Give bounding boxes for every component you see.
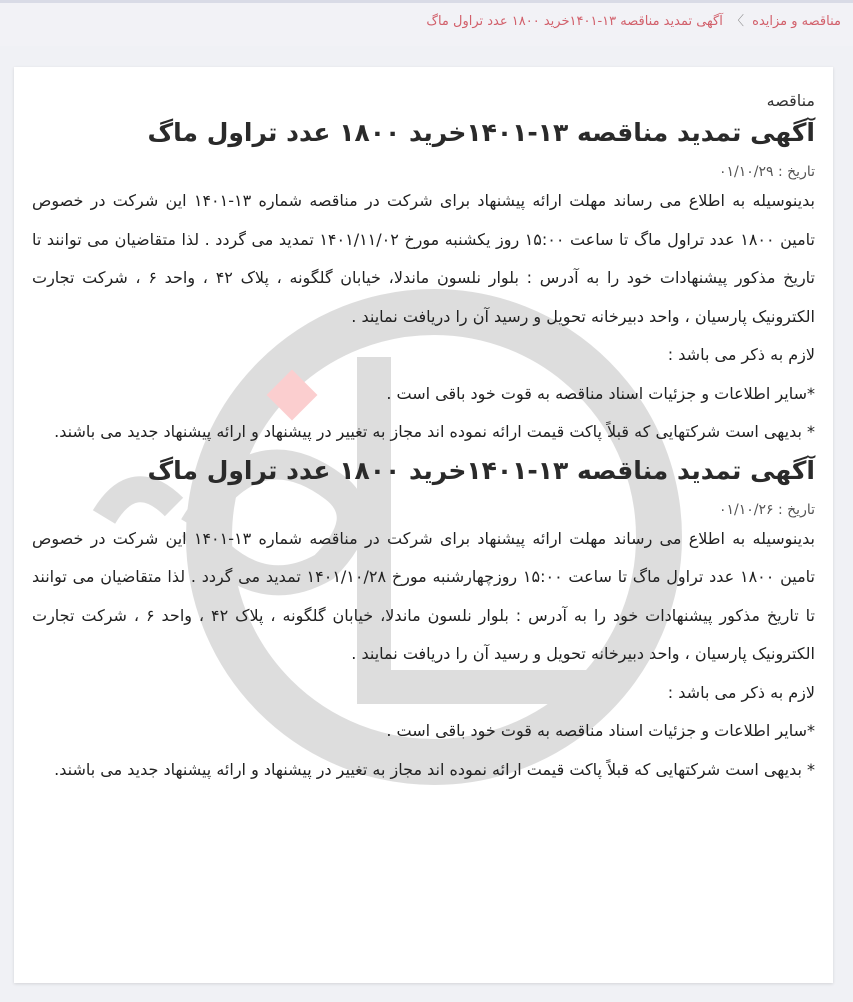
notice-date: تاریخ : ۰۱/۱۰/۲۹ [718,164,815,180]
notice-title: آگهی تمدید مناقصه ۱۳-۱۴۰۱خرید ۱۸۰۰ عدد تراول ماگ [147,118,815,147]
notice-note-heading: لازم به ذکر می باشد : [667,345,815,364]
notice-note-1: *سایر اطلاعات و جزئیات اسناد مناقصه به قوت خود باقی است . [386,383,815,403]
notice-note-heading: لازم به ذکر می باشد : [667,682,815,702]
notice-note-2: * بدیهی است شرکتهایی که قبلاً پاکت قیمت ارائه نموده اند مجاز به تغییر در پیشنهاد و ارائه پیشنهاد جدید می باشند. [54,422,815,441]
content-card [14,67,833,983]
breadcrumb-current-link[interactable]: آگهی تمدید مناقصه ۱۳-۱۴۰۱خرید ۱۸۰۰ عدد تراول ماگ [426,14,723,29]
category-label: مناقصه [766,91,815,110]
notice-note-2: * بدیهی است شرکتهایی که قبلاً پاکت قیمت ارائه نموده اند مجاز به تغییر در پیشنهاد و ارائه پیشنهاد جدید می باشند. [54,759,815,779]
notice-title: آگهی تمدید مناقصه ۱۳-۱۴۰۱خرید ۱۸۰۰ عدد تراول ماگ [147,455,815,485]
article-content [14,67,833,789]
breadcrumb-home-link[interactable]: مناقصه و مزایده [752,14,841,29]
notice-2 [32,454,815,790]
breadcrumb [426,10,841,29]
notice-body: بدینوسیله به اطلاع می رساند مهلت ارائه پیشنهاد برای شرکت در مناقصه شماره ۱۳-۱۴۰۱ این شرکت در خصوص تامین ۱۸۰۰ عدد تراول ماگ تا ساعت ۱۵:۰۰ روزچهارشنبه مورخ ۱۴۰۱/۱۰/۲۸ تمدید می گردد . لذا متقاضیان می توانند تا تاریخ مذکور پیشنهادات خود را به آدرس : بلوار نلسون ماندلا، خیابان گلگونه ، پلاک ۴۲ ، واحد ۶ ، شرکت تجارت الکترونیک پارسیان ، واحد دبیرخانه تحویل و رسید آن را دریافت نمایند . [32,528,816,663]
breadcrumb-separator-icon: 〉 [730,14,744,29]
notice-1 [32,116,815,452]
notice-body: بدینوسیله به اطلاع می رساند مهلت ارائه پیشنهاد برای شرکت در مناقصه شماره ۱۳-۱۴۰۱ این شرکت در خصوص تامین ۱۸۰۰ عدد تراول ماگ تا ساعت ۱۵:۰۰ روز یکشنبه مورخ ۱۴۰۱/۱۱/۰۲ تمدید می گردد . لذا متقاضیان می توانند تا تاریخ مذکور پیشنهادات خود را به آدرس : بلوار نلسون ماندلا، خیابان گلگونه ، پلاک ۴۲ ، واحد ۶ ، شرکت تجارت الکترونیک پارسیان ، واحد دبیرخانه تحویل و رسید آن را دریافت نمایند . [32,191,816,326]
top-bar [0,0,853,46]
notice-note-1: *سایر اطلاعات و جزئیات اسناد مناقصه به قوت خود باقی است . [386,721,815,740]
notice-date: تاریخ : ۰۱/۱۰/۲۶ [718,501,815,518]
